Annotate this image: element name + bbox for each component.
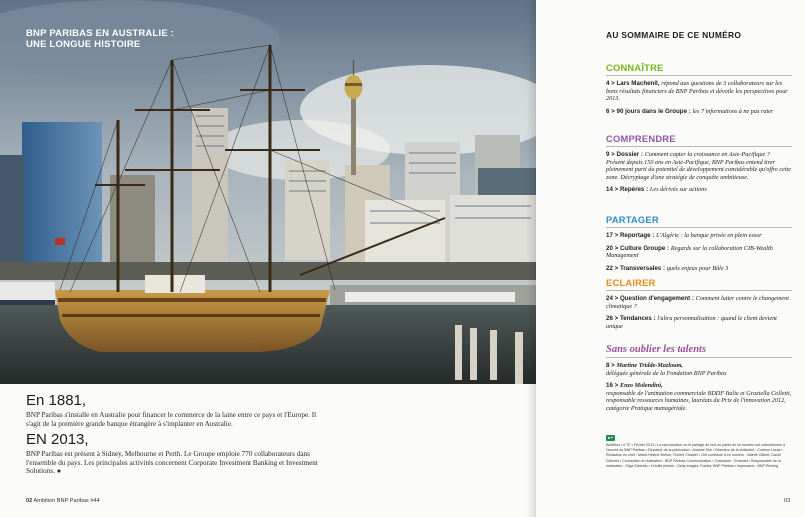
- entry-desc: Comment lutter contre le changement climatique ?: [606, 295, 789, 310]
- toc-entry[interactable]: [606, 80, 792, 103]
- entry-desc: Comment capter la croissance en Asie-Pacifique ?: [644, 151, 770, 158]
- entry-desc: Regards sur la collaboration CIB-Wealth Management: [606, 244, 773, 260]
- history-text-2013: BNP Paribas est présent à Sidney, Melbourne et Perth. Le Groupe emploie 770 collaborateurs dans l'ensemble du pays. Les principales activités concernent Corporate Investment Banking et Investment Solutions. ●: [26, 450, 318, 476]
- section-heading-connaitre: CONNAÎTRE: [606, 62, 792, 76]
- toc-entry[interactable]: [606, 245, 792, 260]
- section-partager: [606, 214, 792, 277]
- photo-caption: [26, 28, 174, 50]
- entry-title: Culture Groupe :: [619, 244, 670, 252]
- entry-title: Martine Tridde-Mazloum,: [616, 362, 683, 369]
- entry-title: Transversales :: [619, 264, 666, 272]
- entry-body: responsable de l'animation commerciale BDDF Italie et Graziella Colletti, responsable ressources humaines, lauréats du Prix de l'innovation 2012, catégorie Pratique managériale.: [606, 389, 792, 412]
- entry-desc: l'ultra personnalisation : quand le client devient unique: [606, 315, 777, 330]
- toc-entry[interactable]: [606, 315, 792, 330]
- section-connaitre: [606, 62, 792, 120]
- page-footer-left: [26, 498, 100, 504]
- toc-entry[interactable]: [606, 108, 792, 116]
- entry-page: 4 >: [606, 80, 615, 87]
- section-heading-comprendre: COMPRENDRE: [606, 133, 792, 147]
- entry-desc: Les dérivés sur actions: [649, 186, 707, 194]
- entry-title: 90 jours dans le Groupe :: [616, 107, 691, 115]
- entry-title: Dossier :: [616, 151, 643, 158]
- section-comprendre: [606, 133, 792, 199]
- page-number-right: 03: [784, 498, 791, 504]
- toc-entry[interactable]: [606, 382, 792, 412]
- entry-desc: quels enjeux pour Bâle 3: [666, 264, 729, 272]
- toc-entry[interactable]: [606, 151, 792, 181]
- entry-title: Question d'engagement :: [619, 295, 694, 302]
- entry-page: 26 >: [606, 315, 619, 323]
- entry-desc: L'Algérie : la banque privée en plein essor: [656, 232, 762, 239]
- entry-page: 8 >: [606, 362, 615, 369]
- toc-entry[interactable]: [606, 186, 792, 194]
- entry-page: 14 >: [606, 186, 619, 194]
- history-block: [26, 393, 326, 480]
- entry-page: 20 >: [606, 244, 619, 252]
- entry-page: 24 >: [606, 295, 619, 302]
- section-heading-talents: Sans oublier les talents: [606, 344, 792, 358]
- entry-desc: les 7 informations à ne pas rater: [692, 107, 774, 115]
- section-heading-partager: PARTAGER: [606, 214, 792, 228]
- publication-name: Ambition BNP Paribas #44: [33, 498, 100, 504]
- entry-page: 22 >: [606, 264, 619, 272]
- entry-body: déléguée générale de la Fondation BNP Paribas: [606, 369, 727, 377]
- entry-title: Tendances :: [619, 315, 656, 323]
- bnp-stars-logo-icon: [606, 435, 615, 441]
- history-year-2013: EN 2013,: [26, 431, 89, 449]
- history-text-1881: BNP Paribas s'installe en Australie pour financer le commerce de la laine entre ce pays et l'Europe. Il s'agit de la première grande banque étrangère à s'implanter en Australie.: [26, 411, 317, 428]
- right-page: [536, 0, 805, 517]
- entry-page: 16 >: [606, 382, 619, 390]
- entry-body: Présent depuis 150 ans en Asie-Pacifique, BNP Paribas entend tirer pleinement parti du potentiel de développement considérable qu'offre cette zone. Décryptage d'une stratégie de conquête ambitieuse.: [606, 158, 791, 181]
- page-number-left: 02: [26, 498, 33, 504]
- toc-entry[interactable]: [606, 362, 792, 377]
- entry-title: Reportage :: [619, 232, 655, 239]
- entry-page: 17 >: [606, 232, 619, 239]
- entry-title: Enzo Molendini,: [619, 382, 663, 390]
- photo-caption-line-2: UNE LONGUE HISTOIRE: [26, 39, 141, 50]
- entry-title: Repères :: [619, 186, 649, 194]
- toc-entry[interactable]: [606, 265, 792, 273]
- toc-title: AU SOMMAIRE DE CE NUMÉRO: [606, 30, 742, 40]
- photo-caption-line-1: BNP PARIBAS EN AUSTRALIE :: [26, 28, 175, 39]
- entry-title: Lars Machenil,: [616, 80, 660, 87]
- entry-page: 9 >: [606, 151, 615, 158]
- toc-entry[interactable]: [606, 232, 792, 240]
- entry-desc: répond aux questions de 3 collaborateurs sur les bons résultats financiers de BNP Paribas et dévoile les perspectives pour 2013.: [606, 80, 788, 103]
- section-sans-oublier: [606, 344, 792, 418]
- entry-page: 6 >: [606, 107, 615, 115]
- sydney-harbour-photo: [0, 0, 536, 384]
- toc-entry[interactable]: [606, 295, 792, 310]
- credits-block: Ambition • n°37 • Février 2013 • La reproduction ou le partage de tout ou partie de ce numéro est subordonnée à l'accord de BNP Paribas • Directeur de la publication : Antoine Sire • Directeur de la rédaction : Corinne Lucas • Rédaction en chef : Marie-Hélène Breton, Florent Chatrier • Ont contribué à ce numéro : Valérie Gilbert, David Gilchrist • Conception et réalisation : BNP Paribas Communication • Traduction : Emerald • Responsable de la réalisation : Olga Gretchin • Crédits photos : Getty Images, Fotolia, BNP Paribas • Impression : BNP Printing: [606, 443, 786, 468]
- section-eclairer: [606, 277, 792, 335]
- history-year-1881: En 1881,: [26, 392, 87, 409]
- section-heading-eclairer: ECLAIRER: [606, 277, 792, 291]
